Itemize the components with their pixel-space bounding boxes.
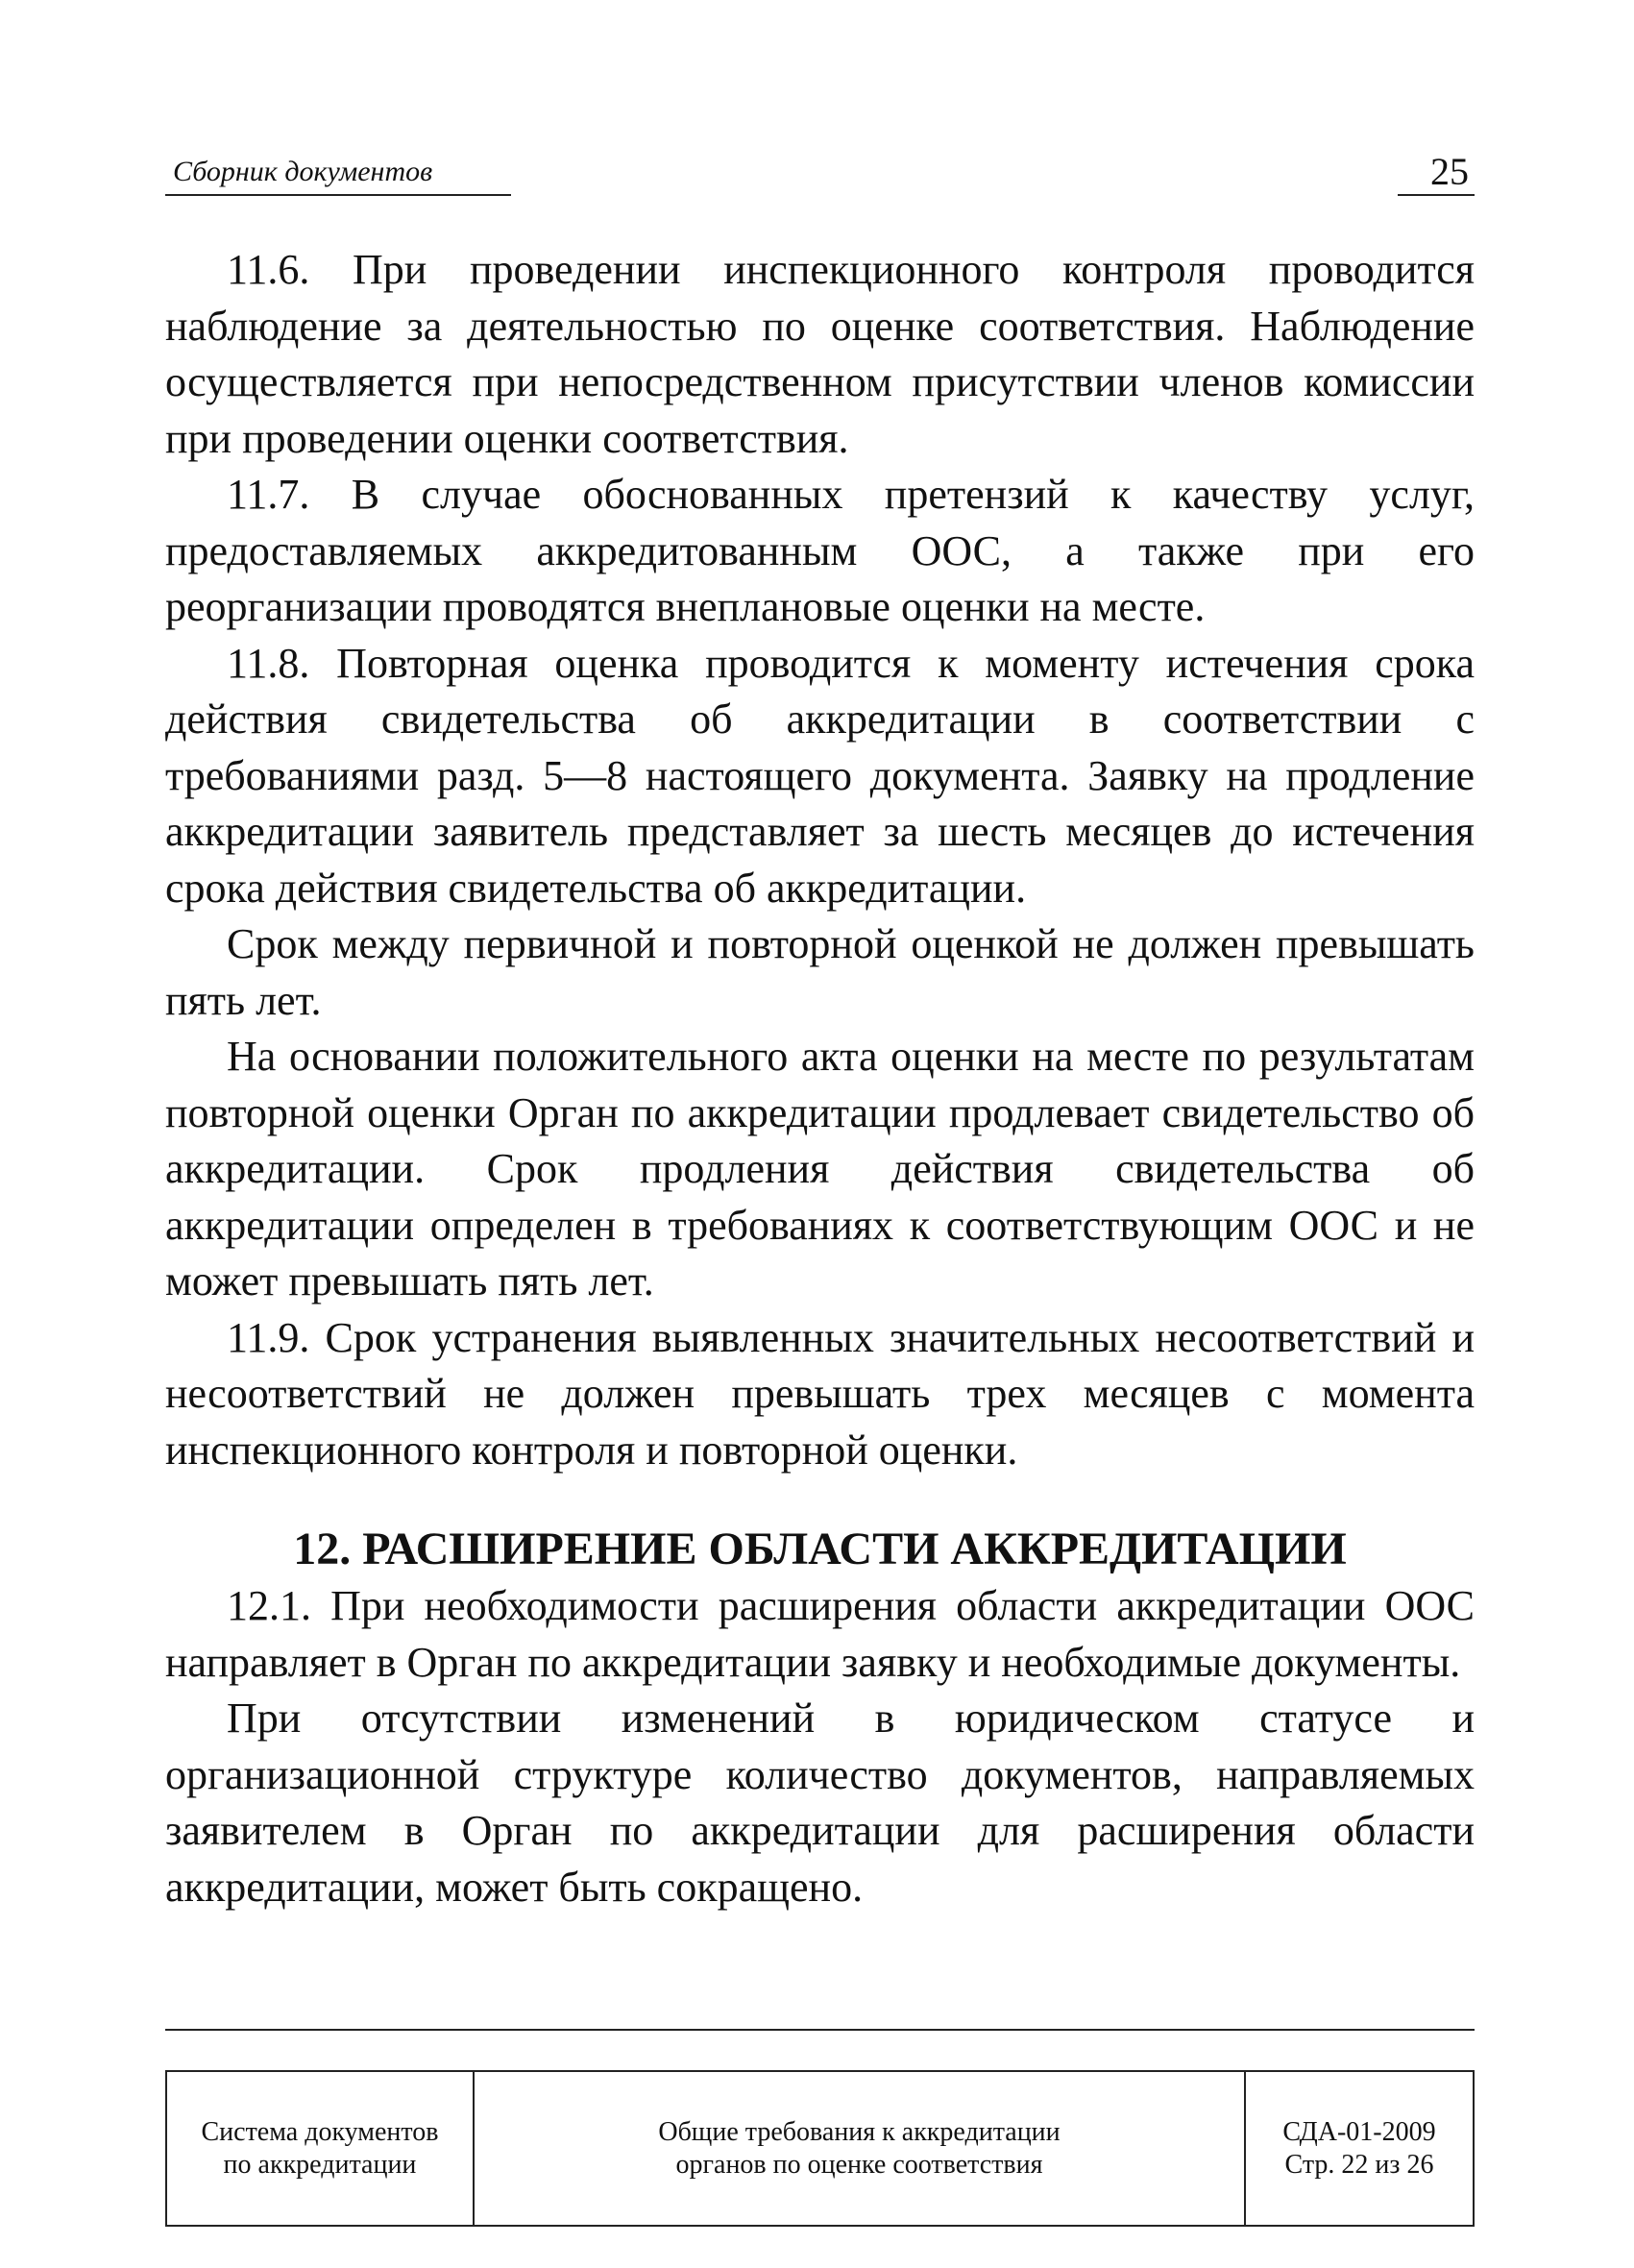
footer-title-cell — [475, 2072, 1246, 2225]
section-heading: 12. РАСШИРЕНИЕ ОБЛАСТИ АККРЕДИТАЦИИ — [293, 1524, 1347, 1574]
paragraph-11-7: 11.7. В случае обоснованных претензий к качеству услуг, предоставляемых аккредитованным ООС, а также при его реорганизации проводятся внеплановые оценки на месте. — [165, 471, 1475, 630]
header-title: Сборник документов — [173, 156, 433, 187]
footer-title-line1: Общие требования к аккредитации — [658, 2116, 1061, 2147]
footer-system-line2: по аккредитации — [223, 2149, 417, 2180]
footer-system-line1: Система документов — [201, 2116, 439, 2147]
paragraph-12-1: 12.1. При необходимости расширения области аккредитации ООС направляет в Орган по аккредитации заявку и необходимые документы. — [165, 1582, 1475, 1686]
paragraph-12-1-cont: При отсутствии изменений в юридическом статусе и организационной структуре количество документов, направляемых заявителем в Орган по аккредитации для расширения области аккредитации, может быть сокращено. — [165, 1695, 1475, 1911]
paragraph-11-6: 11.6. При проведении инспекционного контроля проводится наблюдение за деятельностью по оценке соответствия. Наблюдение осуществляется при непосредственном присутствии членов комиссии при проведении оценки соответствия. — [165, 246, 1475, 462]
footer-table — [165, 2070, 1475, 2227]
paragraph-11-8: 11.8. Повторная оценка проводится к моменту истечения срока действия свидетельства об аккредитации в соответствии с требованиями разд. 5—8 настоящего документа. Заявку на продление аккредитации заявитель представляет за шесть месяцев до истечения срока действия свидетельства об аккредитации. — [165, 639, 1475, 912]
footer-rule — [165, 2029, 1475, 2031]
header-rule-right — [1398, 194, 1475, 196]
running-header — [165, 142, 1475, 196]
header-rule-left — [165, 194, 511, 196]
paragraph-term: Срок между первичной и повторной оценкой не должен превышать пять лет. — [165, 920, 1475, 1024]
page-number: 25 — [1430, 150, 1469, 193]
paragraph-11-9: 11.9. Срок устранения выявленных значительных несоответствий и несоответствий не должен превышать трех месяцев с момента инспекционного контроля и повторной оценки. — [165, 1313, 1475, 1474]
document-body — [165, 242, 1475, 1915]
footer-doc-code: СДА-01-2009 — [1282, 2116, 1436, 2147]
footer-page-count: Стр. 22 из 26 — [1284, 2149, 1434, 2180]
footer-title-line2: органов по оценке соответствия — [675, 2149, 1043, 2180]
paragraph-renewal: На основании положительного акта оценки на месте по результатам повторной оценки Орган по аккредитации продлевает свидетельство об аккредитации. Срок продления действия свидетельства об аккредитации определен в требованиях к соответствующим ООС и не может превышать пять лет. — [165, 1033, 1475, 1305]
footer-code-cell — [1246, 2072, 1473, 2225]
footer-system-cell — [167, 2072, 475, 2225]
